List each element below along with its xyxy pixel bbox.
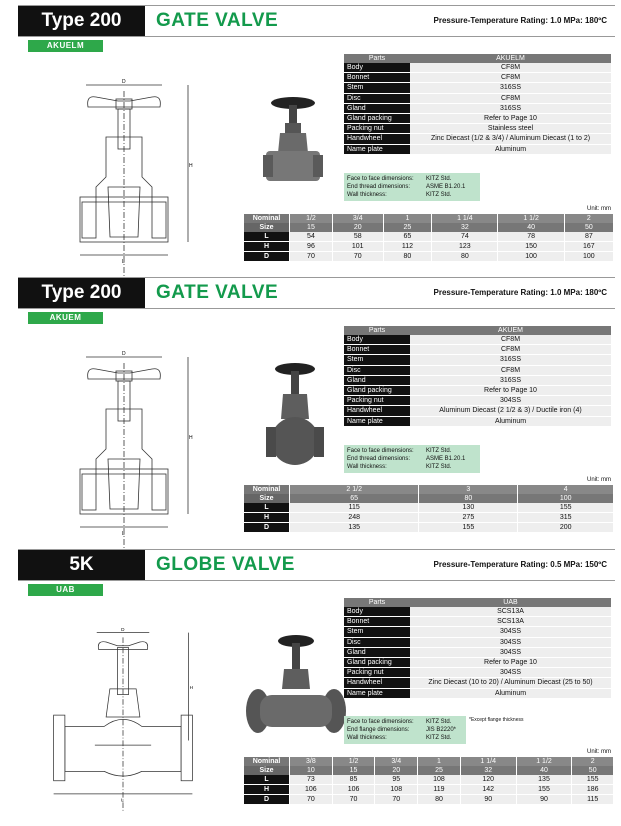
nominal-label: Nominal xyxy=(244,485,290,494)
size-label: Size xyxy=(244,223,290,232)
parts-row: Body CF8M xyxy=(344,63,611,73)
unit-label: Unit: mm xyxy=(587,477,611,483)
parts-row: Gland 304SS xyxy=(344,647,611,657)
valve-title: GLOBE VALVE xyxy=(156,554,295,575)
parts-row: Name plate Aluminum xyxy=(344,144,611,154)
drawing-label-d: D xyxy=(121,626,125,632)
section-header xyxy=(18,277,615,309)
drawing-label-h: H xyxy=(189,163,193,169)
parts-row: Stem 304SS xyxy=(344,627,611,637)
parts-row: Bonnet CF8M xyxy=(344,345,611,355)
nominal-label: Nominal xyxy=(244,214,290,223)
type-label: Type 200 xyxy=(18,278,145,308)
parts-row: Disc CF8M xyxy=(344,93,611,103)
dim-row-h: H 96 101 112 123 150 167 xyxy=(244,242,614,252)
dim-row-l: L 115 130 155 xyxy=(244,503,614,513)
parts-row: Body SCS13A xyxy=(344,607,611,617)
parts-header: Parts xyxy=(344,598,410,607)
drawing-label-l: L xyxy=(122,259,125,265)
parts-row: Gland packing Refer to Page 10 xyxy=(344,657,611,667)
drawing-label-l: L xyxy=(122,531,125,537)
parts-row: Handwheel Zinc Diecast (1/2 & 3/4) / Aluminum Diecast (1 to 2) xyxy=(344,134,611,144)
parts-row: Handwheel Zinc Diecast (10 to 20) / Aluminum Diecast (25 to 50) xyxy=(344,678,611,688)
globe-valve-drawing xyxy=(48,617,198,817)
parts-table xyxy=(344,326,611,427)
parts-row: Stem 316SS xyxy=(344,355,611,365)
model-header: UAB xyxy=(410,598,611,607)
drawing-label-d: D xyxy=(122,79,126,85)
size-label: Size xyxy=(244,766,290,775)
type-label: Type 200 xyxy=(18,6,145,36)
standards-notes: Face to face dimensions: KITZ Std. End thread dimensions: ASME B1.20.1 Wall thickness: KITZ Std. xyxy=(344,445,480,473)
model-header: AKUEM xyxy=(410,326,611,335)
parts-row: Packing nut 304SS xyxy=(344,668,611,678)
dim-row-l: L 54 58 65 74 78 87 xyxy=(244,232,614,242)
dim-row-d: D 135 155 200 xyxy=(244,523,614,533)
parts-table xyxy=(344,598,611,699)
dim-row-d: D 70 70 80 80 100 100 xyxy=(244,252,614,262)
model-badge: UAB xyxy=(28,584,103,596)
parts-row: Gland packing Refer to Page 10 xyxy=(344,385,611,395)
type-label: 5K xyxy=(18,550,145,580)
parts-header: Parts xyxy=(344,326,410,335)
parts-row: Stem 316SS xyxy=(344,83,611,93)
model-badge: AKUEM xyxy=(28,312,103,324)
gate-valve-drawing xyxy=(48,349,198,549)
parts-row: Bonnet CF8M xyxy=(344,73,611,83)
parts-row: Handwheel Aluminum Diecast (2 1/2 & 3) / Ductile iron (4) xyxy=(344,406,611,416)
drawing-label-l: L xyxy=(121,797,124,803)
gate-valve-drawing xyxy=(48,77,198,277)
dim-row-h: H 248 275 315 xyxy=(244,513,614,523)
pressure-rating: Pressure-Temperature Rating: 1.0 MPa: 180ºC xyxy=(433,288,607,297)
drawing-label-d: D xyxy=(122,351,126,357)
model-badge: AKUELM xyxy=(28,40,103,52)
globe-valve-photo xyxy=(246,631,346,741)
gate-valve-photo xyxy=(258,93,328,193)
dimensions-table: Nominal 2 1/2 3 4 Size 65 80 100 L 115 130 155 H 248 275 315 D 135 155 200 xyxy=(243,485,613,533)
parts-row: Name plate Aluminum xyxy=(344,688,611,698)
flange-footnote: *Except flange thickness xyxy=(469,717,524,723)
parts-row: Disc CF8M xyxy=(344,365,611,375)
parts-row: Packing nut Stainless steel xyxy=(344,124,611,134)
unit-label: Unit: mm xyxy=(587,749,611,755)
dim-row-h: H 106 106 108 119 142 155 186 xyxy=(244,785,614,795)
parts-row: Bonnet SCS13A xyxy=(344,617,611,627)
section-header xyxy=(18,5,615,37)
nominal-label: Nominal xyxy=(244,757,290,766)
gate-valve-photo xyxy=(263,359,328,469)
model-header: AKUELM xyxy=(410,54,611,63)
drawing-label-h: H xyxy=(189,435,193,441)
parts-row: Name plate Aluminum xyxy=(344,416,611,426)
dim-row-l: L 73 85 95 108 120 135 155 xyxy=(244,775,614,785)
valve-title: GATE VALVE xyxy=(156,282,279,303)
parts-row: Gland 316SS xyxy=(344,375,611,385)
standards-notes: Face to face dimensions: KITZ Std. End thread dimensions: ASME B1.20.1 Wall thickness: KITZ Std. xyxy=(344,173,480,201)
section-header xyxy=(18,549,615,581)
drawing-label-h: H xyxy=(189,684,193,690)
parts-row: Gland 316SS xyxy=(344,103,611,113)
dim-row-d: D 70 70 70 80 90 90 115 xyxy=(244,795,614,805)
parts-header: Parts xyxy=(344,54,410,63)
parts-row: Disc 304SS xyxy=(344,637,611,647)
valve-title: GATE VALVE xyxy=(156,10,279,31)
dimensions-table: Nominal 1/2 3/4 1 1 1/4 1 1/2 2 Size 15 20 25 32 40 50 L 54 58 65 74 78 87 H 96 101 112 123 150 167 D 70 70 80 80 100 100 xyxy=(243,214,613,262)
parts-row: Packing nut 304SS xyxy=(344,396,611,406)
parts-row: Body CF8M xyxy=(344,335,611,345)
unit-label: Unit: mm xyxy=(587,206,611,212)
parts-row: Gland packing Refer to Page 10 xyxy=(344,113,611,123)
parts-table xyxy=(344,54,611,155)
pressure-rating: Pressure-Temperature Rating: 0.5 MPa: 150ºC xyxy=(433,560,607,569)
dimensions-table: Nominal 3/8 1/2 3/4 1 1 1/4 1 1/2 2 Size 10 15 20 25 32 40 50 L 73 85 95 108 120 135 155 H 106 106 108 119 142 155 186 D 70 70 70 80 90 90 115 xyxy=(243,757,613,805)
pressure-rating: Pressure-Temperature Rating: 1.0 MPa: 180ºC xyxy=(433,16,607,25)
standards-notes: Face to face dimensions: KITZ Std. End flange dimensions: JIS B2220* Wall thickness: KITZ Std. xyxy=(344,716,466,744)
size-label: Size xyxy=(244,494,290,503)
